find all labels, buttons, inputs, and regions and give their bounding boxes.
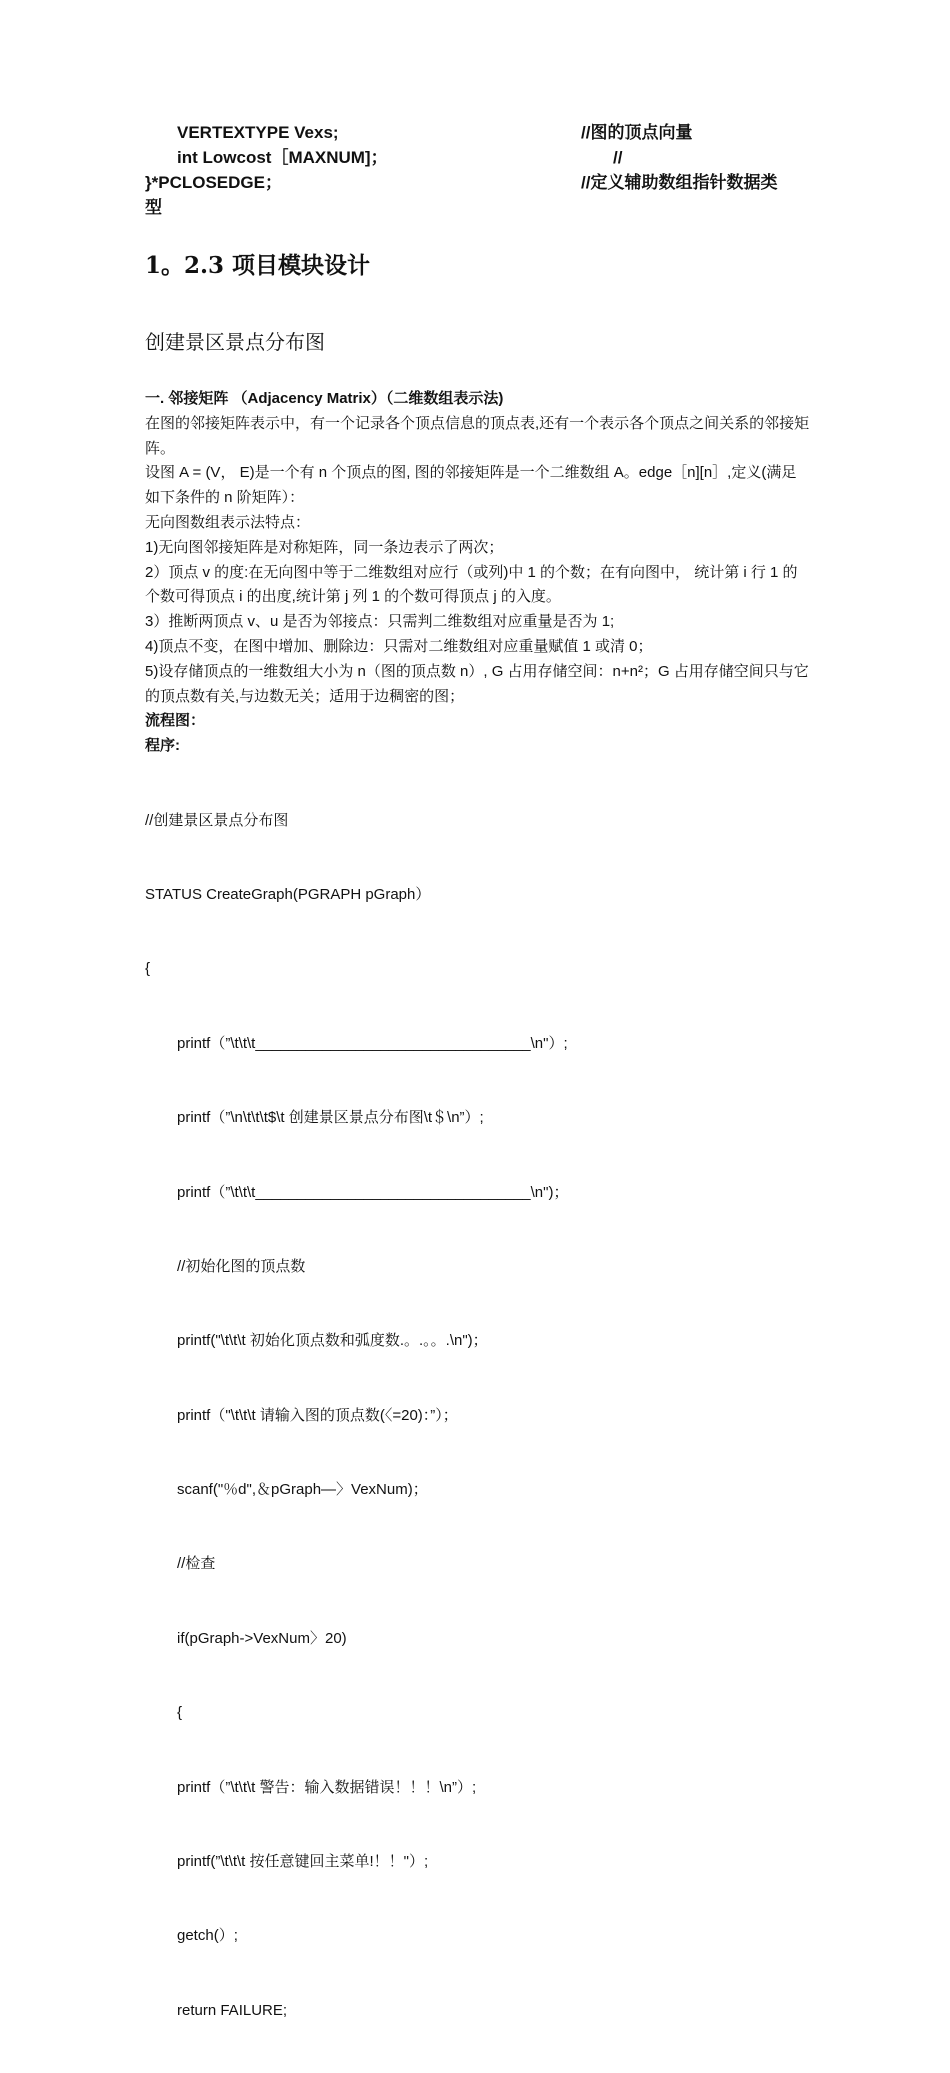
struct-line [145, 120, 810, 145]
code-line: printf（”\t\t\t_________________________________\n"）; [177, 1034, 568, 1052]
code-line: printf(”\t\t\t 按任意键回主菜单!！！"）; [177, 1853, 429, 1871]
subsection-heading: 创建景区景点分布图 [145, 330, 325, 354]
code-line: scanf("％d",＆pGraph—〉VexNum)； [177, 1481, 428, 1499]
flowchart-label: 流程图： [145, 712, 206, 730]
code-line: printf（”\t\t\t 警告：输入数据错误！！！\n”）; [177, 1778, 477, 1796]
paragraph: 1)无向图邻接矩阵是对称矩阵，同一条边表示了两次； [145, 538, 504, 556]
code-line: STATUS CreateGraph(PGRAPH pGraph） [145, 885, 431, 903]
struct-comment: //图的顶点向量 [581, 123, 693, 142]
paragraph: 3）推断两顶点 v、u 是否为邻接点：只需判二维数组对应重量是否为 1; [145, 613, 615, 631]
paragraph: 4)顶点不变，在图中增加、删除边：只需对二维数组对应重量赋值 1 或清 0； [145, 637, 653, 655]
paragraph: 2）顶点 v 的度:在无向图中等于二维数组对应行（或列)中 1 的个数；在有向图中， 统计第 i 行 1 的个数可得顶点 i 的出度,统计第 j 列 1 的个数可得顶点 j 的入度。 [145, 563, 798, 606]
struct-line [145, 145, 810, 170]
struct-code: int Lowcost［MAXNUM]； [177, 148, 388, 167]
code-line: getch(）; [177, 1927, 238, 1945]
code-line: //初始化图的顶点数 [177, 1257, 306, 1275]
struct-line [145, 195, 810, 220]
struct-code: }*PCLOSEDGE； [145, 173, 282, 192]
struct-comment: //定义辅助数组指针数据类 [581, 173, 778, 192]
page-content [145, 120, 810, 2073]
section-heading: 1。2.3 项目模块设计 [145, 252, 371, 279]
code-line: printf（"\t\t\t 请输入图的顶点数(〈=20)：”）； [177, 1406, 458, 1424]
struct-definition [145, 120, 810, 220]
code-line: if(pGraph->VexNum〉20) [177, 1629, 347, 1647]
code-line: //检查 [177, 1555, 216, 1573]
matrix-heading: 一. 邻接矩阵 （Adjacency Matrix）（二维数组表示法) [145, 390, 504, 407]
code-line: { [145, 960, 151, 978]
code-line: return FAILURE; [177, 2001, 288, 2019]
code-line: printf（”\n\t\t\t$\t 创建景区景点分布图\t＄\n”）; [177, 1109, 484, 1127]
paragraph: 设图 A = (V， E)是一个有 n 个顶点的图, 图的邻接矩阵是一个二维数组 A。edge［n][n］,定义(满足如下条件的 n 阶矩阵）： [145, 464, 797, 507]
code-line: { [177, 1704, 183, 1722]
code-block [145, 759, 810, 2073]
paragraph: 无向图数组表示法特点： [145, 513, 311, 531]
program-label: 程序: [145, 737, 180, 755]
paragraph: 5)设存储顶点的一维数组大小为 n（图的顶点数 n）, G 占用存储空间：n+n²；G 占用存储空间只与它的顶点数有关,与边数无关；适用于边稠密的图； [145, 662, 809, 705]
struct-code: VERTEXTYPE Vexs; [177, 123, 339, 142]
code-line: //创建景区景点分布图 [145, 811, 289, 829]
code-line: printf（”\t\t\t_________________________________\n")； [177, 1183, 569, 1201]
struct-comment: // [613, 148, 623, 167]
struct-comment-wrap: 型 [145, 198, 162, 217]
code-line: printf("\t\t\t 初始化顶点数和弧度数.。.。。.\n")； [177, 1332, 488, 1350]
struct-line [145, 170, 810, 195]
paragraph: 在图的邻接矩阵表示中，有一个记录各个顶点信息的顶点表,还有一个表示各个顶点之间关系的邻接矩阵。 [145, 414, 810, 457]
